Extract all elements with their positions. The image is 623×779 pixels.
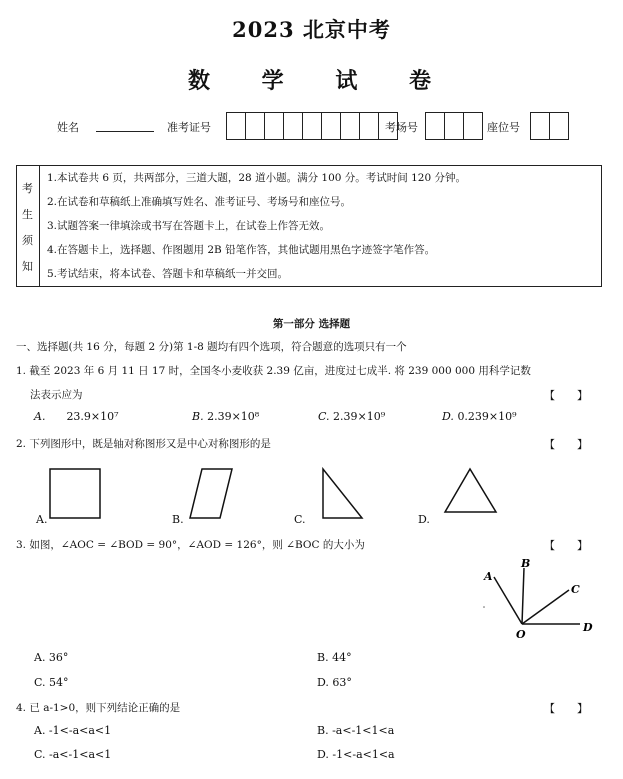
q4-option-a[interactable]: A. -1<-a<a<1 — [34, 724, 112, 737]
seat-boxes[interactable] — [530, 112, 569, 140]
q1-stem-continued: 法表示应为 — [30, 389, 83, 401]
q1-option-b[interactable] — [192, 410, 259, 423]
q3-answer-bracket[interactable]: 【 】 — [544, 539, 588, 552]
q4-stem: 4. 已 a-1>0，则下列结论正确的是 — [16, 702, 181, 714]
option-text: 23.9×10⁷ — [66, 410, 119, 423]
point-o-label: O — [516, 628, 526, 641]
ray-ob — [522, 568, 524, 624]
q1-option-d[interactable] — [442, 410, 517, 423]
option-letter: C. — [318, 410, 330, 423]
name-field[interactable] — [96, 119, 154, 132]
notice-line: 3.试题答案一律填涂或书写在答题卡上，在试卷上作答无效。 — [47, 220, 331, 232]
notice-line: 4.在答题卡上，选择题、作图题用 2B 铅笔作答，其他试题用黑色字迹签字笔作答。 — [47, 244, 436, 256]
q3-stem: 3. 如图，∠AOC = ∠BOD = 90°，∠AOD = 126°，则 ∠BOC 的大小为 — [16, 539, 365, 551]
option-letter: D. — [442, 410, 454, 423]
admission-number-boxes[interactable] — [226, 112, 398, 140]
notice-side-char: 生 — [22, 208, 33, 221]
q2-option-d[interactable]: D. — [418, 513, 430, 526]
q4-option-b[interactable]: B. -a<-1<1<a — [317, 724, 395, 737]
q4-option-d[interactable]: D. -1<-a<1<a — [317, 748, 395, 761]
q3-option-a[interactable]: A. 36° — [34, 651, 69, 664]
option-text: 0.239×10⁹ — [457, 410, 517, 423]
q1-option-c[interactable] — [318, 410, 385, 423]
q1-stem: 1. 截至 2023 年 6 月 11 日 17 时，全国冬小麦收获 2.39 亿亩，进度过七成半. 将 239 000 000 用科学记数 — [16, 365, 531, 377]
q2-option-a[interactable]: A. — [36, 513, 48, 526]
ray-oa — [494, 577, 522, 624]
notice-line: 2.在试卷和草稿纸上准确填写姓名、准考证号、考场号和座位号。 — [47, 196, 352, 208]
q2-answer-bracket[interactable]: 【 】 — [544, 438, 588, 451]
q2-option-b[interactable]: B. — [172, 513, 184, 526]
q2-figures — [0, 455, 623, 535]
option-text: 2.39×10⁹ — [333, 410, 386, 423]
option-letter: A. — [34, 410, 46, 423]
notice-line: 1.本试卷共 6 页，共两部分，三道大题，28 道小题。满分 100 分。考试时间 120 分钟。 — [47, 172, 467, 184]
section-instructions: 一、选择题(共 16 分，每题 2 分)第 1-8 题均有四个选项，符合题意的选项只有一个 — [16, 341, 407, 353]
parallelogram-shape — [190, 469, 232, 518]
angle-figure — [470, 555, 610, 655]
admission-number-label: 准考证号 — [167, 121, 211, 134]
equilateral-triangle-shape — [445, 469, 496, 512]
notice-side-label — [17, 166, 40, 286]
ray-oc — [522, 590, 569, 624]
seat-label: 座位号 — [487, 121, 520, 134]
option-letter: B. — [192, 410, 204, 423]
exam-title: 2023 北京中考 — [232, 17, 391, 42]
notice-line: 5.考试结束，将本试卷、答题卡和草稿纸一并交回。 — [47, 268, 289, 280]
q3-option-d[interactable]: D. 63° — [317, 676, 352, 689]
notice-side-char: 知 — [22, 260, 33, 273]
point-d-label: D — [583, 621, 593, 634]
point-a-label: A — [484, 570, 493, 583]
point-b-label: B — [521, 557, 531, 570]
figure-speck — [483, 606, 485, 608]
q3-option-c[interactable]: C. 54° — [34, 676, 69, 689]
q1-option-a[interactable] — [34, 410, 119, 423]
q3-option-b[interactable]: B. 44° — [317, 651, 352, 664]
option-text: 2.39×10⁸ — [207, 410, 260, 423]
name-label: 姓名 — [57, 121, 79, 134]
q4-option-c[interactable]: C. -a<-1<a<1 — [34, 748, 112, 761]
exam-room-boxes[interactable] — [425, 112, 483, 140]
notice-side-char: 须 — [22, 234, 33, 247]
part-heading: 第一部分 选择题 — [272, 318, 351, 330]
candidate-notice-box — [16, 165, 602, 287]
right-triangle-shape — [323, 469, 362, 518]
q1-answer-bracket[interactable]: 【 】 — [544, 389, 588, 402]
square-shape — [50, 469, 100, 518]
exam-subject: 数 学 试 卷 — [188, 68, 453, 94]
notice-side-char: 考 — [22, 182, 33, 195]
q2-stem: 2. 下列图形中，既是轴对称图形又是中心对称图形的是 — [16, 438, 271, 450]
exam-room-label: 考场号 — [385, 121, 418, 134]
q2-option-c[interactable]: C. — [294, 513, 306, 526]
q4-answer-bracket[interactable]: 【 】 — [544, 702, 588, 715]
point-c-label: C — [571, 583, 580, 596]
